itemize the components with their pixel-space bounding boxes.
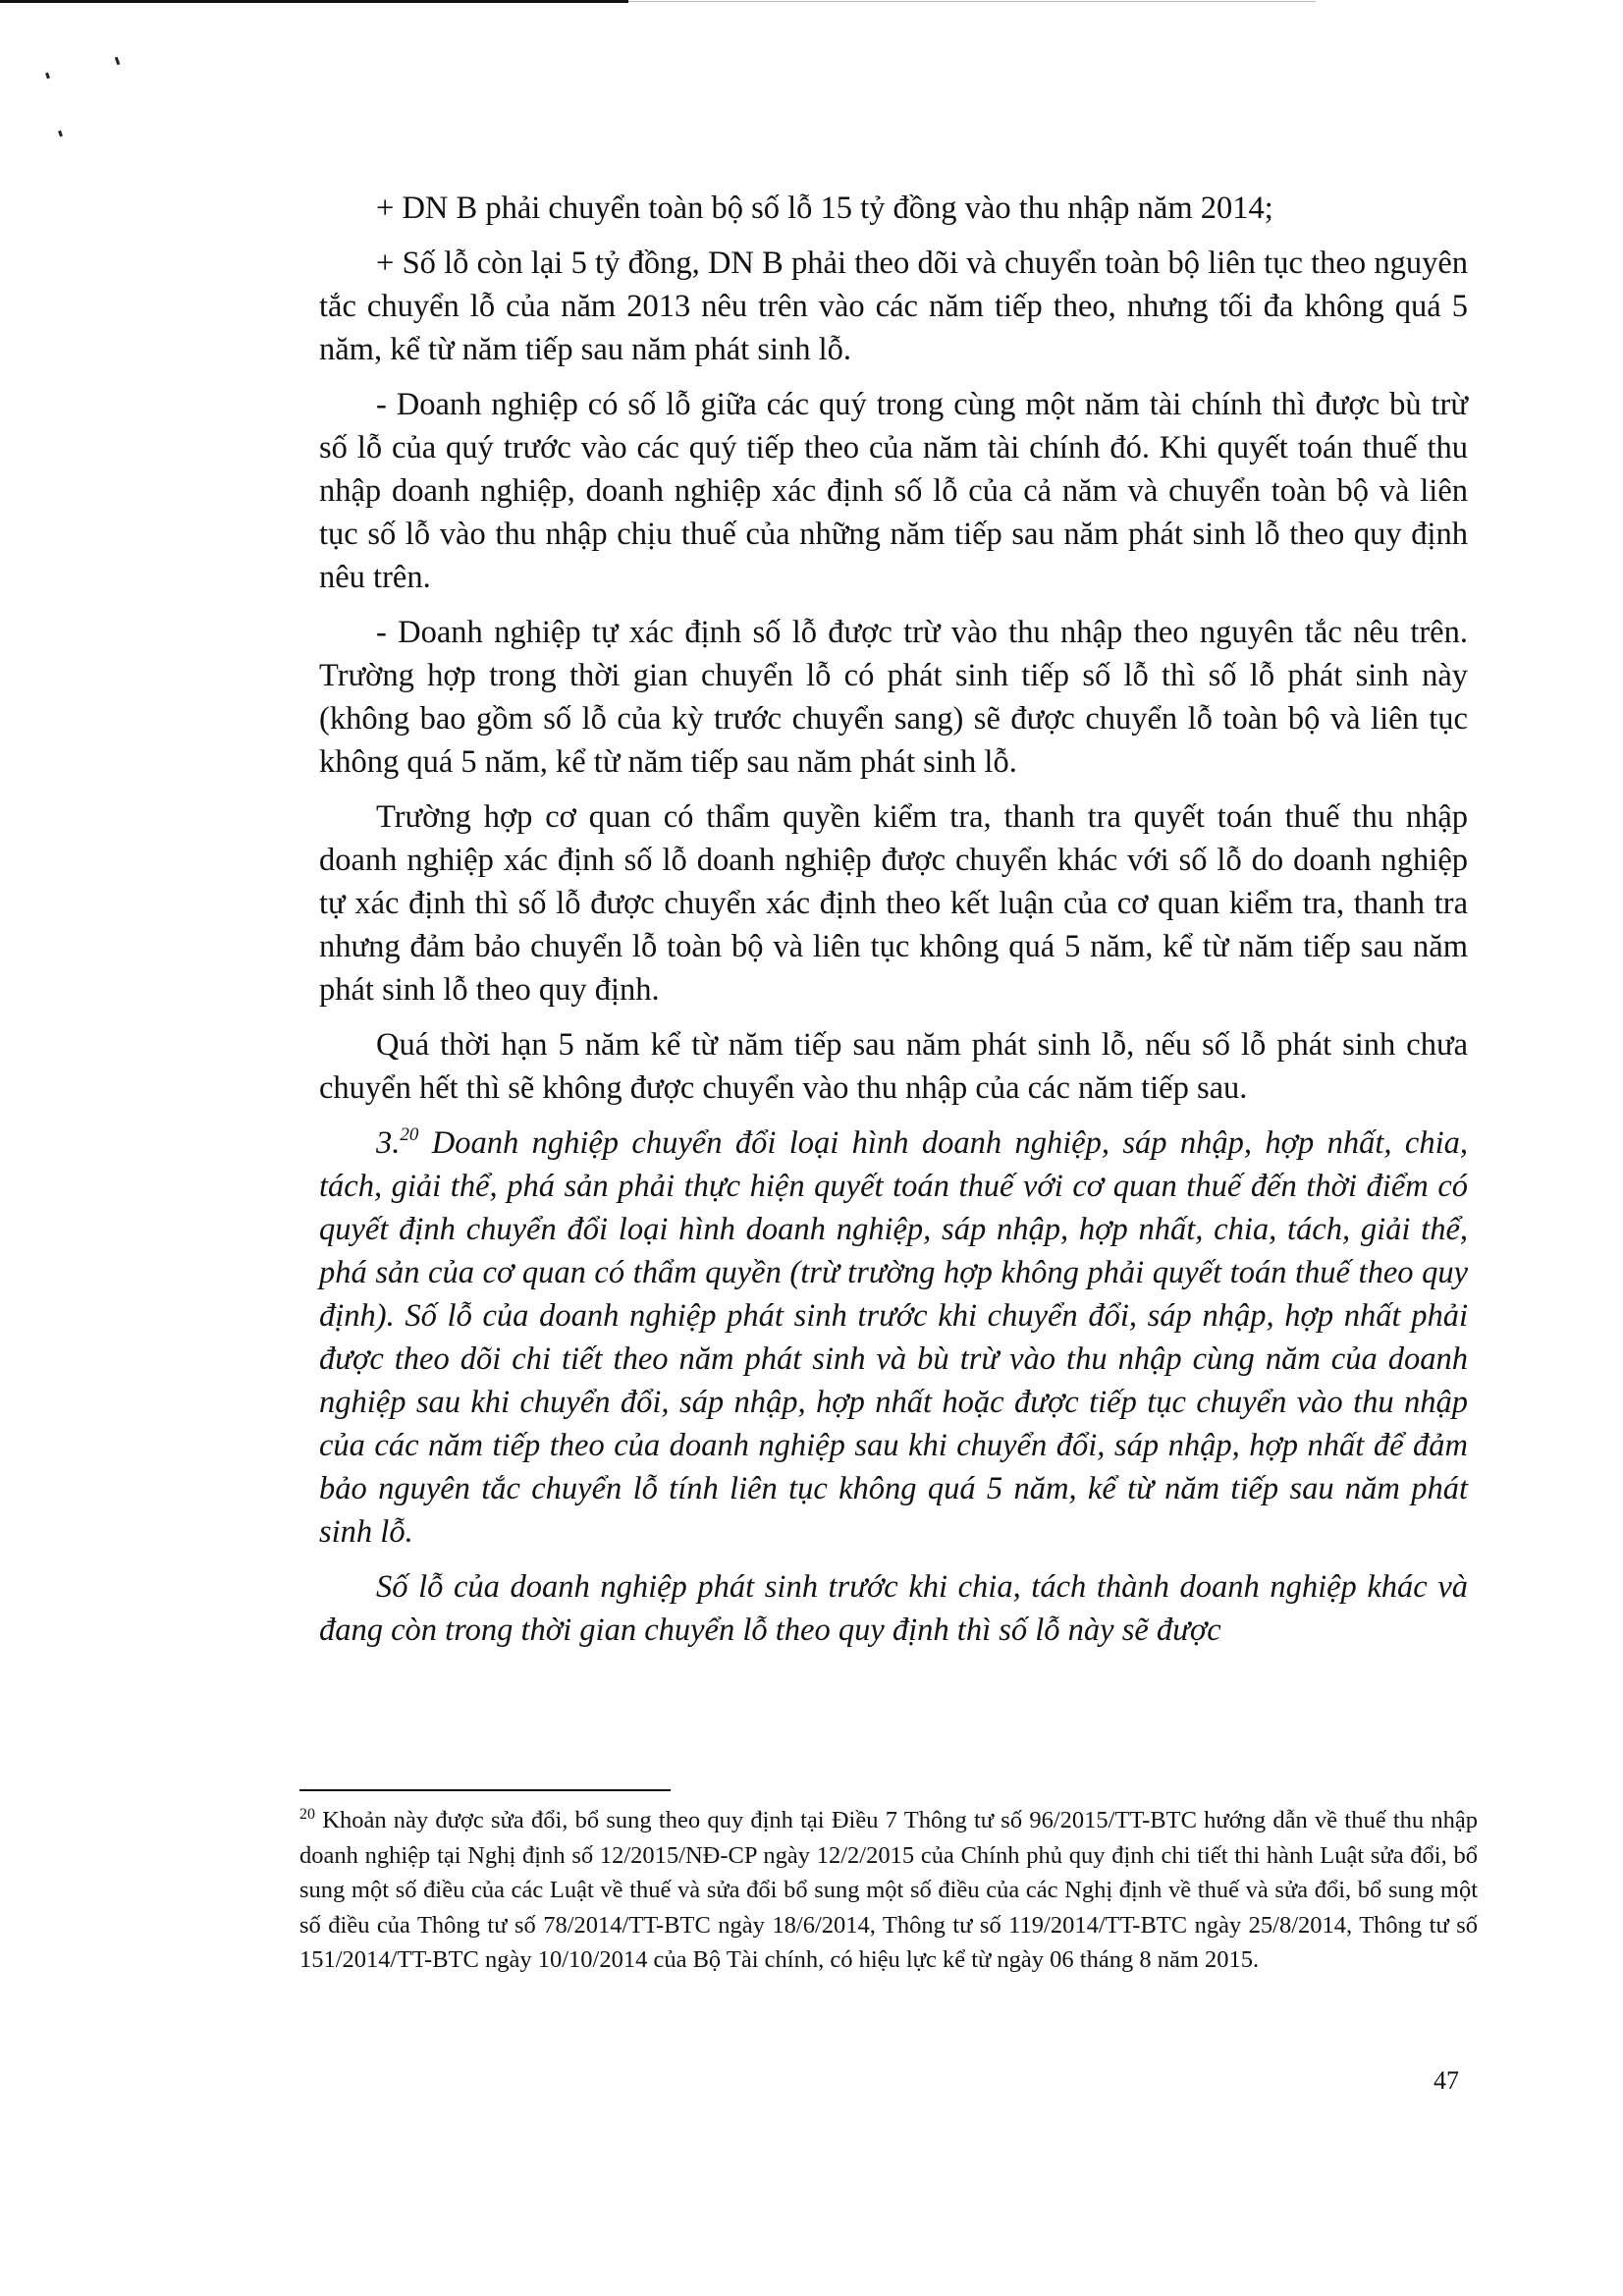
paragraph-self-determined-loss: - Doanh nghiệp tự xác định số lỗ được trừ vào thu nhập theo nguyên tắc nêu trên. Trường hợp trong thời gian chuyển lỗ có phát sinh tiếp số lỗ thì số lỗ phát sinh này (không bao gồm số lỗ của kỳ trước chuyển sang) sẽ được chuyển lỗ toàn bộ và liên tục không quá 5 năm, kể từ năm tiếp sau năm phát sinh lỗ. [319, 615, 1468, 780]
paragraph-bullet-1: + DN B phải chuyển toàn bộ số lỗ 15 tỷ đồng vào thu nhập năm 2014; [376, 191, 1273, 226]
scan-edge-mark [628, 1, 1316, 2]
paragraph-time-limit: Quá thời hạn 5 năm kể từ năm tiếp sau năm phát sinh lỗ, nếu số lỗ phát sinh chưa chuyển hết thì sẽ không được chuyển vào thu nhập của các năm tiếp sau. [319, 1027, 1468, 1106]
footnote-separator [299, 1789, 671, 1791]
paragraph-quarterly-loss: - Doanh nghiệp có số lỗ giữa các quý trong cùng một năm tài chính thì được bù trừ số lỗ của quý trước vào các quý tiếp theo của năm tài chính đó. Khi quyết toán thuế thu nhập doanh nghiệp, doanh nghiệp xác định số lỗ của cả năm và chuyển toàn bộ và liên tục số lỗ vào thu nhập chịu thuế của những năm tiếp sau năm phát sinh lỗ theo quy định nêu trên. [319, 387, 1468, 595]
paragraph-bullet-2: + Số lỗ còn lại 5 tỷ đồng, DN B phải theo dõi và chuyển toàn bộ liên tục theo nguyên tắc chuyển lỗ của năm 2013 nêu trên vào các năm tiếp theo, nhưng tối đa không quá 5 năm, kể từ năm tiếp sau năm phát sinh lỗ. [319, 246, 1468, 367]
body-text [319, 187, 1468, 1664]
footnote [299, 1803, 1478, 1978]
scan-speck [45, 73, 50, 80]
page-number: 47 [1434, 2066, 1459, 2095]
section-3-text: Doanh nghiệp chuyển đổi loại hình doanh nghiệp, sáp nhập, hợp nhất, chia, tách, giải thể, phá sản phải thực hiện quyết toán thuế với cơ quan thuế đến thời điểm có quyết định chuyển đổi loại hình doanh nghiệp, sáp nhập, hợp nhất, chia, tách, giải thể, phá sản của cơ quan có thẩm quyền (trừ trường hợp không phải quyết toán thuế theo quy định). Số lỗ của doanh nghiệp phát sinh trước khi chuyển đổi, sáp nhập, hợp nhất phải được theo dõi chi tiết theo năm phát sinh và bù trừ vào thu nhập cùng năm của doanh nghiệp sau khi chuyển đổi, sáp nhập, hợp nhất hoặc được tiếp tục chuyển vào thu nhập của các năm tiếp theo của doanh nghiệp sau khi chuyển đổi, sáp nhập, hợp nhất để đảm bảo nguyên tắc chuyển lỗ tính liên tục không quá 5 năm, kể từ năm tiếp sau năm phát sinh lỗ. [319, 1125, 1468, 1550]
section-number: 3. [376, 1125, 401, 1161]
scan-speck [115, 57, 121, 66]
footnote-reference[interactable]: 20 [400, 1124, 419, 1145]
scan-speck [58, 131, 63, 137]
footnote-number: 20 [299, 1806, 315, 1823]
section-3-paragraph [319, 1121, 1468, 1554]
scan-edge-mark [0, 0, 628, 3]
footnote-text: Khoản này được sửa đổi, bổ sung theo quy định tại Điều 7 Thông tư số 96/2015/TT-BTC hướng dẫn về thuế thu nhập doanh nghiệp tại Nghị định số 12/2015/NĐ-CP ngày 12/2/2015 của Chính phủ quy định chi tiết thi hành Luật sửa đổi, bổ sung một số điều của các Luật về thuế và sửa đổi bổ sung một số điều của các Nghị định về thuế và sửa đổi, bổ sung một số điều của Thông tư số 78/2014/TT-BTC ngày 18/6/2014, Thông tư số 119/2014/TT-BTC ngày 25/8/2014, Thông tư số 151/2014/TT-BTC ngày 10/10/2014 của Bộ Tài chính, có hiệu lực kể từ ngày 06 tháng 8 năm 2015. [299, 1807, 1478, 1973]
section-3-continued-paragraph: Số lỗ của doanh nghiệp phát sinh trước khi chia, tách thành doanh nghiệp khác và đang còn trong thời gian chuyển lỗ theo quy định thì số lỗ này sẽ được [319, 1569, 1468, 1648]
paragraph-inspection-case: Trường hợp cơ quan có thẩm quyền kiểm tra, thanh tra quyết toán thuế thu nhập doanh nghiệp xác định số lỗ doanh nghiệp được chuyển khác với số lỗ do doanh nghiệp tự xác định thì số lỗ được chuyển xác định theo kết luận của cơ quan kiểm tra, thanh tra nhưng đảm bảo chuyển lỗ toàn bộ và liên tục không quá 5 năm, kể từ năm tiếp sau năm phát sinh lỗ theo quy định. [319, 799, 1468, 1008]
